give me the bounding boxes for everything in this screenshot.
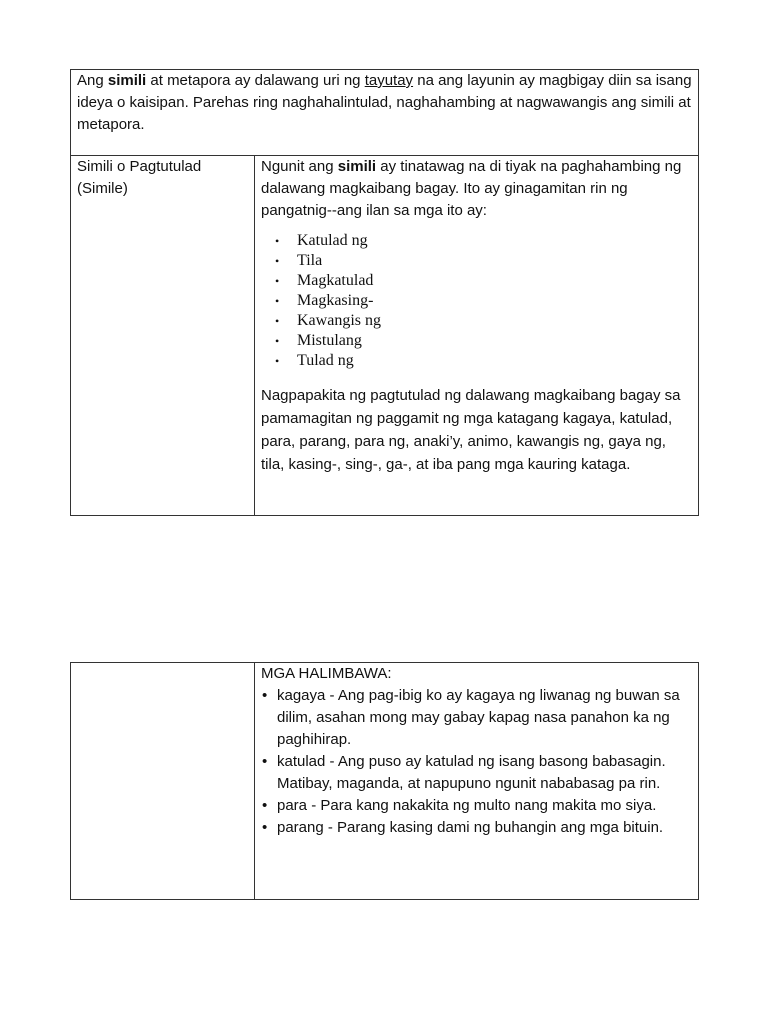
- list-item: • Tulad ng: [275, 351, 692, 371]
- simile-description-cell: [255, 156, 699, 516]
- simile-definition-table: [70, 69, 699, 516]
- intro-text-3: na ang layunin ay magbigay diin sa isang ideya o kaisipan. Parehas ring naghahalintulad, naghahambing at nagwawangis ang simili at metapora.: [77, 72, 692, 133]
- example-item: • parang - Parang kasing dami ng buhangin ang mga bituin.: [261, 817, 692, 839]
- examples-heading: MGA HALIMBAWA:: [261, 665, 392, 682]
- list-item: • Kawangis ng: [275, 311, 692, 331]
- simile-para1-text-a: Ngunit ang: [261, 158, 338, 175]
- simile-paragraph-1: [261, 156, 692, 222]
- simile-para1-text-b: ay tinatawag na di tiyak na paghahambing ng dalawang magkaibang bagay. Ito ay ginagamitan rin ng pangatnig--ang ilan sa mga ito ay:: [261, 158, 682, 219]
- intro-bold-simili: simili: [107, 72, 147, 89]
- example-item: • katulad - Ang puso ay katulad ng isang basong babasagin. Matibay, maganda, at napupuno ngunit nababasag pa rin.: [261, 751, 692, 795]
- list-item: • Magkatulad: [275, 271, 692, 291]
- simile-label-cell: [71, 156, 255, 516]
- intro-text-2: at metapora ay dalawang uri ng: [146, 72, 365, 89]
- examples-row: [71, 663, 699, 900]
- simile-paragraph-2: Nagpapakita ng pagtutulad ng dalawang magkaibang bagay sa pamamagitan ng paggamit ng mga katagang kagaya, katulad, para, parang, para ng, anaki’y, animo, kawangis ng, gaya ng, tila, kasing-, sing-, ga-, at iba pang mga kauring kataga.: [261, 387, 681, 473]
- intro-text-1: Ang: [77, 72, 108, 89]
- simile-row: [71, 156, 699, 516]
- examples-cell: [255, 663, 699, 900]
- list-item: • Katulad ng: [275, 231, 692, 251]
- examples-table: [70, 662, 699, 900]
- intro-cell: [71, 70, 699, 156]
- examples-empty-cell: [71, 663, 255, 900]
- simile-para1-bold: simili: [337, 158, 377, 175]
- list-item: • Tila: [275, 251, 692, 271]
- intro-row: [71, 70, 699, 156]
- example-item: • kagaya - Ang pag-ibig ko ay kagaya ng liwanag ng buwan sa dilim, asahan mong may gabay kapag nasa panahon ka ng paghihirap.: [261, 685, 692, 751]
- pangatnig-list: [261, 231, 692, 371]
- intro-underline-tayutay: tayutay: [364, 72, 414, 89]
- example-item: • para - Para kang nakakita ng multo nang makita mo siya.: [261, 795, 692, 817]
- examples-list: [261, 685, 692, 839]
- simile-label: Simili o Pagtutulad (Simile): [77, 158, 202, 197]
- list-item: • Magkasing-: [275, 291, 692, 311]
- list-item: • Mistulang: [275, 331, 692, 351]
